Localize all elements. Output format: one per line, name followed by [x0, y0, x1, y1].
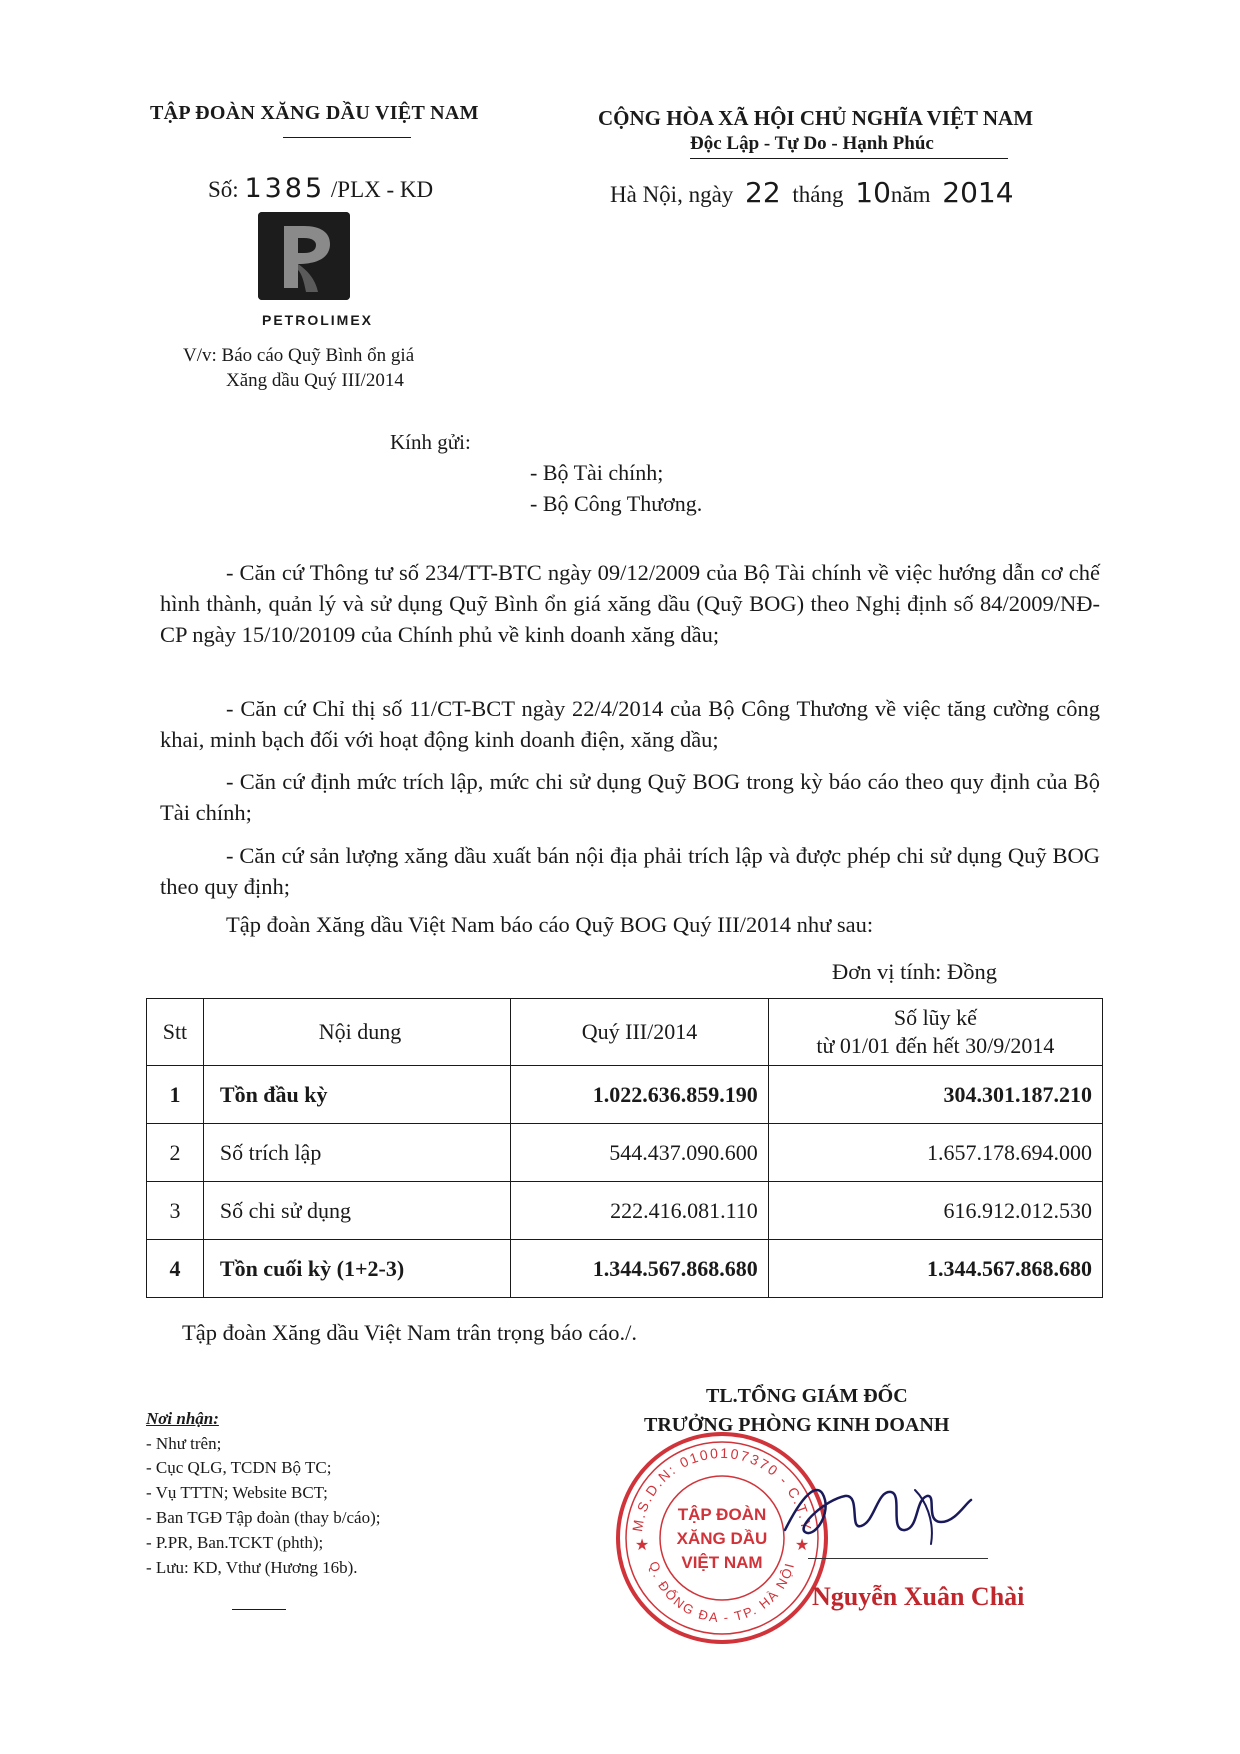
organization-underline: [283, 137, 411, 138]
cell-stt: 4: [147, 1240, 204, 1298]
seal-text-bot: VIỆT NAM: [681, 1553, 763, 1572]
cell-stt: 2: [147, 1124, 204, 1182]
cell-stt: 3: [147, 1182, 204, 1240]
document-date: [610, 176, 1020, 209]
table-row: [147, 1066, 1103, 1124]
cell-content: Tồn cuối kỳ (1+2-3): [203, 1240, 510, 1298]
body-paragraph: - Căn cứ Chỉ thị số 11/CT-BCT ngày 22/4/2014 của Bộ Công Thương về việc tăng cường công khai, minh bạch đối với hoạt động kinh doanh điện, xăng dầu;: [160, 696, 1100, 752]
recipient-item: - Cục QLG, TCDN Bộ TC;: [146, 1458, 332, 1477]
seal-text-mid: XĂNG DẦU: [676, 1529, 768, 1548]
cell-cumulative: 304.301.187.210: [768, 1066, 1102, 1124]
seal-ring-bottom-text: Q. ĐỐNG ĐA - TP. HÀ NỘI: [646, 1559, 798, 1626]
bog-fund-table: [146, 998, 1103, 1298]
signer-title-2: TRƯỞNG PHÒNG KINH DOANH: [644, 1414, 950, 1436]
recipients-end-rule: [232, 1609, 286, 1610]
recipients-title: Nơi nhận:: [146, 1409, 219, 1428]
body-paragraph: - Căn cứ Thông tư số 234/TT-BTC ngày 09/12/2009 của Bộ Tài chính về việc hướng dẫn cơ chế hình thành, quản lý và sử dụng Quỹ Bình ổn giá xăng dầu (Quỹ BOG) theo Nghị định số 84/2009/NĐ-CP ngày 15/10/20109 của Chính phủ về kinh doanh xăng dầu;: [160, 560, 1100, 647]
signer-title-1: TL.TỔNG GIÁM ĐỐC: [706, 1385, 908, 1407]
cell-quarter: 544.437.090.600: [511, 1124, 769, 1182]
signature-underline: [808, 1558, 988, 1559]
seal-star-right: ★: [794, 1537, 810, 1554]
date-year-label: năm: [890, 182, 931, 207]
logo-wordmark: PETROLIMEX: [262, 312, 374, 328]
header-content: Nội dung: [203, 999, 510, 1066]
salutation-label: Kính gửi:: [390, 430, 471, 454]
cell-cumulative: 1.344.567.868.680: [768, 1240, 1102, 1298]
seal-text-top: TẬP ĐOÀN: [677, 1505, 767, 1524]
cell-content: Tồn đầu kỳ: [203, 1066, 510, 1124]
body-paragraph: - Căn cứ sản lượng xăng dầu xuất bán nội địa phải trích lập và được phép chi sử dụng Quỹ BOG theo quy định;: [160, 843, 1100, 899]
national-motto: Độc Lập - Tự Do - Hạnh Phúc: [690, 133, 934, 154]
organization-name: TẬP ĐOÀN XĂNG DẦU VIỆT NAM: [150, 102, 479, 124]
date-place: Hà Nội, ngày: [610, 182, 734, 207]
handwritten-signature-icon: [765, 1460, 995, 1570]
header-stt: Stt: [147, 999, 204, 1066]
recipient-item: - Như trên;: [146, 1434, 222, 1453]
recipient-item: - P.PR, Ban.TCKT (phth);: [146, 1533, 324, 1552]
subject-line-1: V/v: Báo cáo Quỹ Bình ổn giá: [183, 345, 415, 366]
date-month-label: tháng: [792, 182, 844, 207]
date-year: 2014: [942, 176, 1014, 209]
report-intro: Tập đoàn Xăng dầu Việt Nam báo cáo Quỹ BOG Quý III/2014 như sau:: [226, 912, 874, 937]
cell-content: Số chi sử dụng: [203, 1182, 510, 1240]
cell-quarter: 1.022.636.859.190: [511, 1066, 769, 1124]
doc-no-value: 1385: [244, 173, 326, 204]
date-day: 22: [745, 176, 781, 209]
currency-unit: Đơn vị tính: Đồng: [832, 959, 998, 984]
body-paragraph: - Căn cứ định mức trích lập, mức chi sử dụng Quỹ BOG trong kỳ báo cáo theo quy định của Bộ Tài chính;: [160, 769, 1100, 825]
header-quarter: Quý III/2014: [511, 999, 769, 1066]
cell-content: Số trích lập: [203, 1124, 510, 1182]
addressee-item: - Bộ Tài chính;: [530, 460, 664, 485]
table-row: [147, 1124, 1103, 1182]
national-title: CỘNG HÒA XÃ HỘI CHỦ NGHĨA VIỆT NAM: [598, 106, 1034, 130]
closing-sentence: Tập đoàn Xăng dầu Việt Nam trân trọng báo cáo./.: [182, 1320, 637, 1345]
recipient-item: - Lưu: KD, Vthư (Hương 16b).: [146, 1558, 358, 1577]
cell-quarter: 222.416.081.110: [511, 1182, 769, 1240]
petrolimex-logo-icon: [258, 212, 350, 300]
signer-name: Nguyễn Xuân Chài: [812, 1582, 1025, 1611]
cell-cumulative: 616.912.012.530: [768, 1182, 1102, 1240]
doc-no-suffix: /PLX - KD: [330, 177, 434, 202]
header-cumulative: [768, 999, 1102, 1066]
subject-line-2: Xăng dầu Quý III/2014: [226, 370, 404, 391]
table-row: [147, 1182, 1103, 1240]
document-number: [208, 173, 433, 204]
table-header-row: [147, 999, 1103, 1066]
header-cumulative-line2: từ 01/01 đến hết 30/9/2014: [816, 1033, 1055, 1058]
date-month: 10: [855, 176, 891, 209]
header-cumulative-line1: Số lũy kế: [893, 1005, 977, 1030]
motto-underline: [690, 158, 1008, 159]
table-row: [147, 1240, 1103, 1298]
recipient-item: - Vụ TTTN; Website BCT;: [146, 1483, 328, 1502]
cell-quarter: 1.344.567.868.680: [511, 1240, 769, 1298]
seal-star-left: ★: [634, 1537, 650, 1554]
seal-ring-text: M.S.D.N: 0100107370 - C.T.Y: [629, 1444, 815, 1533]
addressee-item: - Bộ Công Thương.: [530, 491, 703, 516]
recipient-item: - Ban TGĐ Tập đoàn (thay b/cáo);: [146, 1508, 381, 1527]
doc-no-prefix: Số:: [208, 177, 239, 202]
cell-stt: 1: [147, 1066, 204, 1124]
cell-cumulative: 1.657.178.694.000: [768, 1124, 1102, 1182]
